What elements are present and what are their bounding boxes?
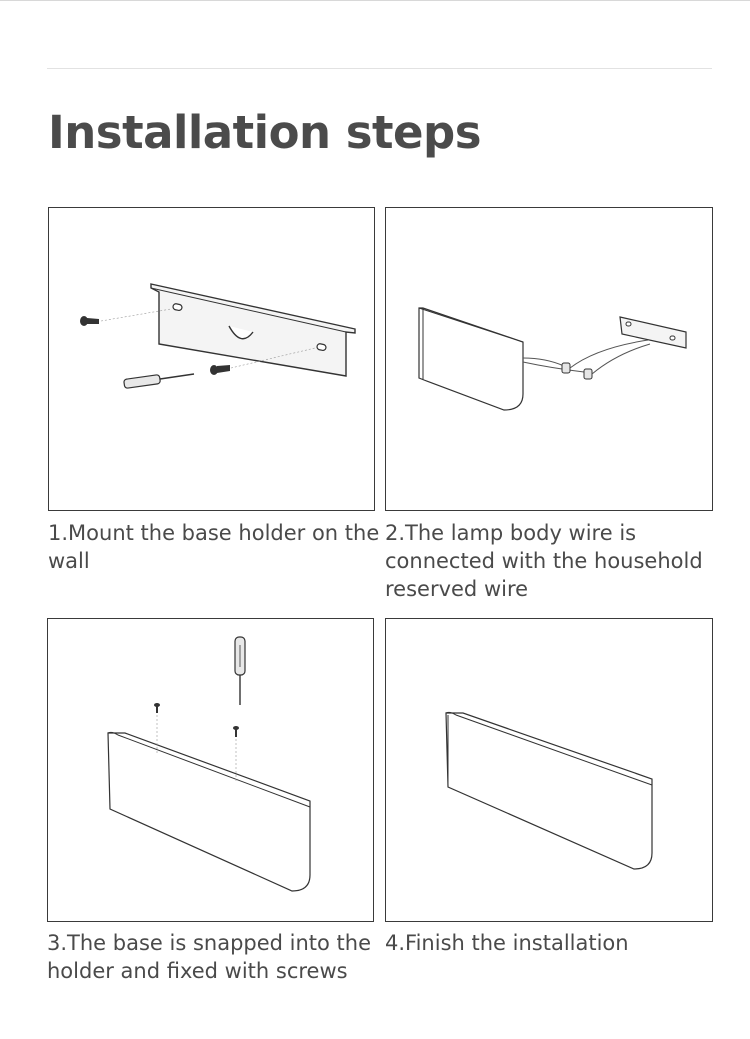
screw-icon <box>80 316 99 326</box>
installed-lamp-icon <box>386 619 714 923</box>
step-1-caption: 1.Mount the base holder on the wall <box>48 521 380 573</box>
step-2-caption: 2.The lamp body wire is connected with the household reserved wire <box>385 521 703 601</box>
step-1-illustration <box>48 207 375 511</box>
mounting-bracket-icon <box>49 208 376 512</box>
step-4-illustration <box>385 618 713 922</box>
step-3-caption: 3.The base is snapped into the holder and fixed with screws <box>47 931 372 983</box>
top-rule <box>0 0 750 1</box>
lamp-screws-icon <box>48 619 375 923</box>
step-4-caption: 4.Finish the installation <box>385 931 629 955</box>
page-title: Installation steps <box>48 106 482 159</box>
header-divider <box>47 68 712 69</box>
screwdriver-icon <box>124 374 194 388</box>
screwdriver-icon <box>235 637 245 705</box>
wire-connection-icon <box>386 208 714 512</box>
screw-icon <box>210 365 230 375</box>
step-3-illustration <box>47 618 374 922</box>
step-2-illustration <box>385 207 713 511</box>
